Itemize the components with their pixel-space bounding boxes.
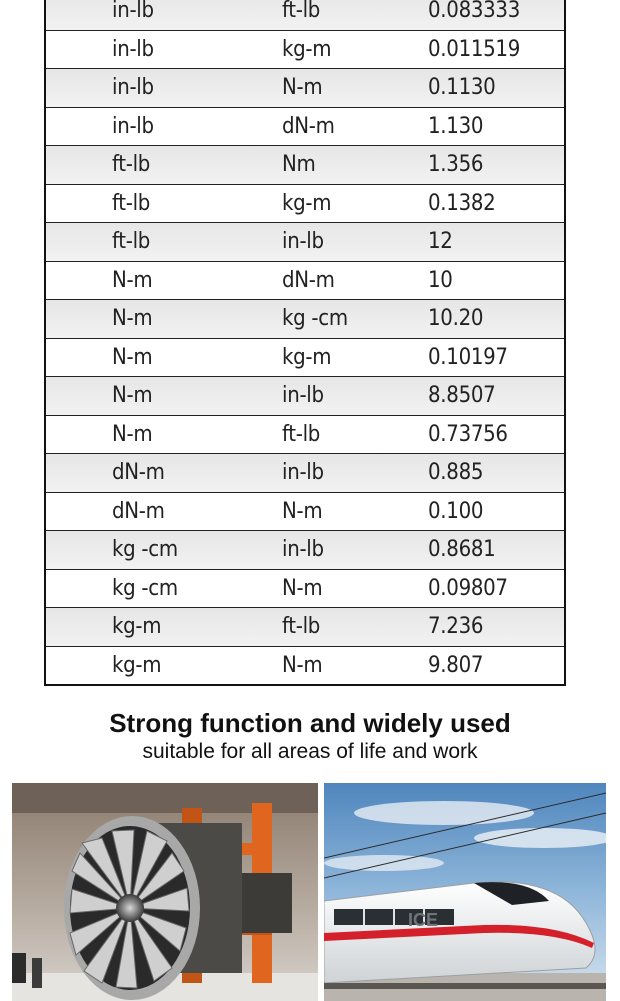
- table-row: [46, 69, 564, 108]
- to-unit-cell: ft-lb: [282, 421, 321, 447]
- ice-train-photo: [324, 783, 606, 1001]
- from-unit-cell: N-m: [112, 383, 153, 409]
- table-row: [46, 262, 564, 301]
- to-unit-cell: N-m: [282, 498, 323, 524]
- section-subtitle: suitable for all areas of life and work: [142, 740, 478, 763]
- jet-engine-photo: [12, 783, 318, 1001]
- factor-cell: 9.807: [428, 652, 484, 678]
- table-row: [46, 570, 564, 609]
- table-row: [46, 185, 564, 224]
- to-unit-cell: kg-m: [282, 190, 332, 216]
- from-unit-cell: in-lb: [112, 0, 154, 24]
- factor-cell: 0.100: [428, 498, 484, 524]
- from-unit-cell: dN-m: [112, 460, 165, 486]
- to-unit-cell: kg -cm: [282, 306, 348, 332]
- factor-cell: 0.083333: [428, 0, 521, 24]
- from-unit-cell: kg -cm: [112, 575, 178, 601]
- table-row: [46, 300, 564, 339]
- table-row: [46, 223, 564, 262]
- from-unit-cell: N-m: [112, 267, 153, 293]
- from-unit-cell: N-m: [112, 421, 153, 447]
- from-unit-cell: N-m: [112, 344, 153, 370]
- table-row: [46, 377, 564, 416]
- table-row: [46, 339, 564, 378]
- section-title: Strong function and widely used: [109, 708, 511, 738]
- table-row: [46, 146, 564, 185]
- table-row: [46, 0, 564, 31]
- section-heading: [0, 706, 620, 764]
- to-unit-cell: in-lb: [282, 229, 324, 255]
- factor-cell: 0.09807: [428, 575, 508, 601]
- conversion-table: [44, 0, 566, 686]
- table-row: [46, 493, 564, 532]
- factor-cell: 0.011519: [428, 36, 521, 62]
- from-unit-cell: ft-lb: [112, 229, 151, 255]
- table-row: [46, 416, 564, 455]
- to-unit-cell: in-lb: [282, 383, 324, 409]
- table-row: [46, 531, 564, 570]
- factor-cell: 0.1382: [428, 190, 496, 216]
- to-unit-cell: N-m: [282, 575, 323, 601]
- factor-cell: 8.8507: [428, 383, 496, 409]
- to-unit-cell: dN-m: [282, 113, 335, 139]
- factor-cell: 1.130: [428, 113, 484, 139]
- from-unit-cell: dN-m: [112, 498, 165, 524]
- to-unit-cell: Nm: [282, 152, 316, 178]
- factor-cell: 0.10197: [428, 344, 508, 370]
- to-unit-cell: in-lb: [282, 460, 324, 486]
- from-unit-cell: kg -cm: [112, 537, 178, 563]
- from-unit-cell: in-lb: [112, 113, 154, 139]
- table-row: [46, 454, 564, 493]
- to-unit-cell: ft-lb: [282, 0, 321, 24]
- from-unit-cell: kg-m: [112, 614, 162, 640]
- from-unit-cell: ft-lb: [112, 190, 151, 216]
- factor-cell: 1.356: [428, 152, 484, 178]
- table-row: [46, 31, 564, 70]
- to-unit-cell: kg-m: [282, 36, 332, 62]
- factor-cell: 0.885: [428, 460, 484, 486]
- to-unit-cell: dN-m: [282, 267, 335, 293]
- train-logo: ICE: [408, 910, 439, 930]
- from-unit-cell: N-m: [112, 306, 153, 332]
- factor-cell: 0.1130: [428, 75, 496, 101]
- factor-cell: 12: [428, 229, 453, 255]
- to-unit-cell: ft-lb: [282, 614, 321, 640]
- factor-cell: 10: [428, 267, 453, 293]
- factor-cell: 0.73756: [428, 421, 508, 447]
- from-unit-cell: kg-m: [112, 652, 162, 678]
- from-unit-cell: in-lb: [112, 75, 154, 101]
- factor-cell: 10.20: [428, 306, 484, 332]
- from-unit-cell: in-lb: [112, 36, 154, 62]
- factor-cell: 0.8681: [428, 537, 496, 563]
- to-unit-cell: N-m: [282, 652, 323, 678]
- to-unit-cell: N-m: [282, 75, 323, 101]
- table-row: [46, 647, 564, 685]
- factor-cell: 7.236: [428, 614, 484, 640]
- table-row: [46, 108, 564, 147]
- from-unit-cell: ft-lb: [112, 152, 151, 178]
- to-unit-cell: in-lb: [282, 537, 324, 563]
- to-unit-cell: kg-m: [282, 344, 332, 370]
- table-row: [46, 608, 564, 647]
